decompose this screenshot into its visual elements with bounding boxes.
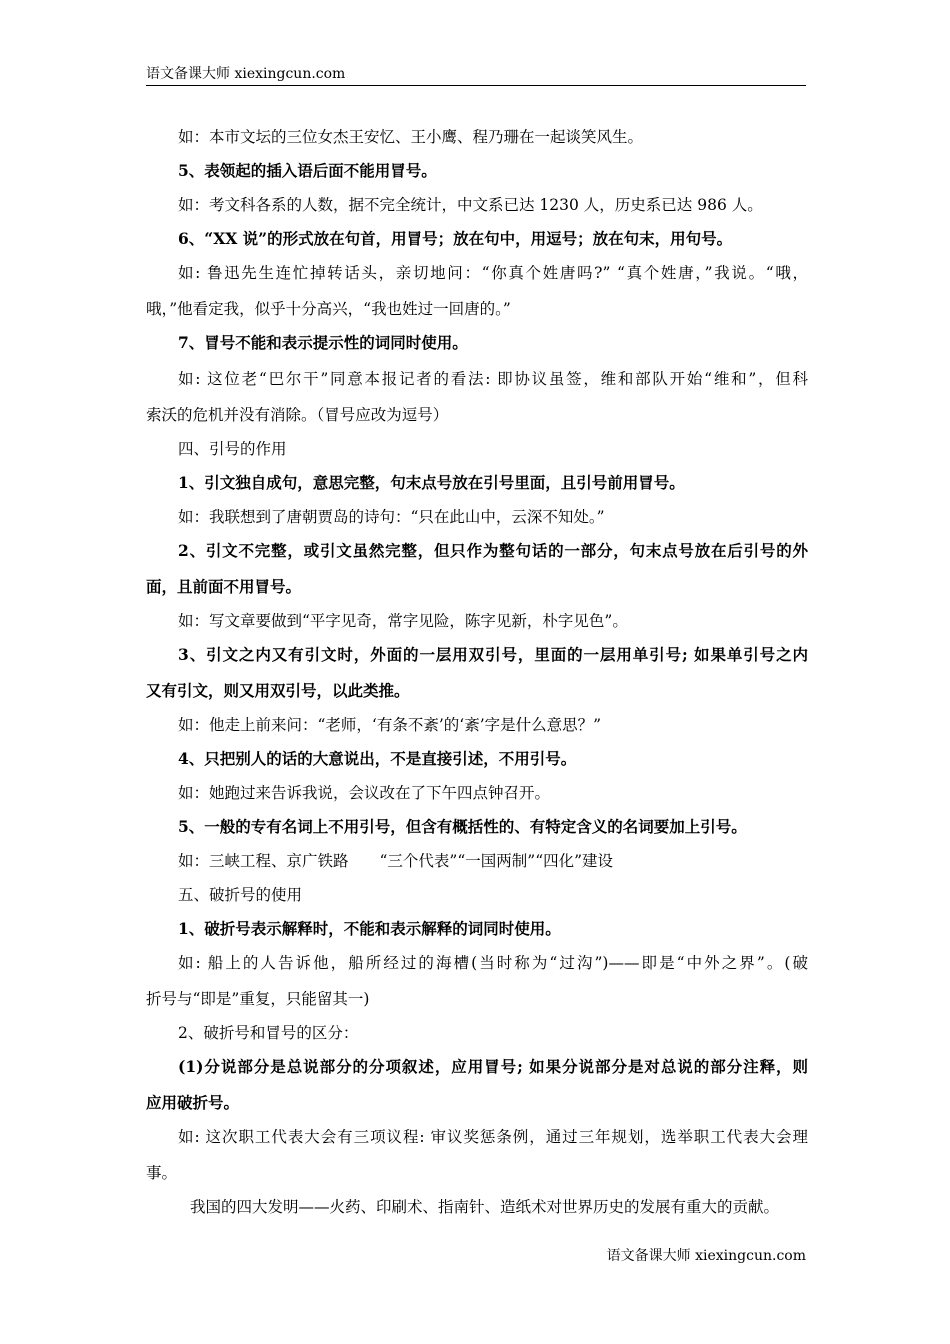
section-heading: 五、破折号的使用: [178, 886, 303, 904]
section-heading: 四、引号的作用: [178, 440, 287, 458]
example-line: 如：他走上前来问：“老师，‘有条不紊’的‘紊’字是什么意思？”: [178, 716, 602, 734]
subsection-heading: 2、破折号和冒号的区分：: [178, 1024, 359, 1042]
header-text: 语文备课大师 xiexingcun.com: [146, 66, 346, 82]
rule-heading: 3、引文之内又有引文时，外面的一层用双引号，里面的一层用单引号; 如果单引号之内: [178, 645, 808, 664]
example-line: 如：本市文坛的三位女杰王安忆、王小鹰、程乃珊在一起谈笑风生。: [178, 128, 644, 146]
example-line: 如：考文科各系的人数，据不完全统计，中文系已达 1230 人，历史系已达 986 人。: [178, 196, 763, 214]
rule-heading: 4、只把别人的话的大意说出，不是直接引述，不用引号。: [178, 749, 577, 768]
example-line: 如: 鲁迅先生连忙掉转话头，亲切地问：“你真个姓唐吗?” “真个姓唐，”我说。“哦，: [178, 264, 808, 282]
example-line-cont: 事。: [146, 1164, 178, 1182]
example-line: 如: 这次职工代表大会有三项议程: 审议奖惩条例，通过三年规划，选举职工代表大会理: [178, 1128, 808, 1146]
rule-heading: 5、表领起的插入语后面不能用冒号。: [178, 161, 437, 180]
page-header: [146, 64, 806, 86]
example-line-cont: 哦，”他看定我，似乎十分高兴，“我也姓过一回唐的。”: [146, 300, 511, 318]
rule-heading: (1)分说部分是总说部分的分项叙述，应用冒号; 如果分说部分是对总说的部分注释，则: [178, 1057, 808, 1076]
page-footer: [607, 1246, 806, 1266]
rule-heading-cont: 又有引文，则又用双引号，以此类推。: [146, 681, 410, 700]
rule-heading-cont: 应用破折号。: [146, 1093, 240, 1112]
rule-heading: 6、“XX 说”的形式放在句首，用冒号；放在句中，用逗号；放在句末，用句号。: [178, 229, 733, 248]
example-line: 如: 这位老“巴尔干”同意本报记者的看法: 即协议虽签，维和部队开始“维和”，但科: [178, 370, 808, 388]
example-line-cont: 索沃的危机并没有消除。（冒号应改为逗号）: [146, 406, 449, 424]
example-line: 如: 船上的人告诉他，船所经过的海槽(当时称为“过沟”)——即是“中外之界”。(破: [178, 954, 808, 972]
rule-heading: 1、破折号表示解释时，不能和表示解释的词同时使用。: [178, 919, 561, 938]
rule-heading: 7、冒号不能和表示提示性的词同时使用。: [178, 333, 468, 352]
example-line: 如：写文章要做到“平字见奇，常字见险，陈字见新，朴字见色”。: [178, 612, 628, 630]
example-line: 如：她跑过来告诉我说，会议改在了下午四点钟召开。: [178, 784, 551, 802]
example-line: 我国的四大发明——火药、印刷术、指南针、造纸术对世界历史的发展有重大的贡献。: [190, 1198, 780, 1216]
rule-heading-cont: 面，且前面不用冒号。: [146, 577, 302, 596]
footer-text: 语文备课大师 xiexingcun.com: [606, 1248, 806, 1264]
example-line: 如：我联想到了唐朝贾岛的诗句：“只在此山中，云深不知处。”: [178, 508, 605, 526]
example-line: 如：三峡工程、京广铁路 “三个代表”“一国两制”“四化”建设: [178, 852, 614, 870]
rule-heading: 2、引文不完整，或引文虽然完整，但只作为整句话的一部分，句末点号放在后引号的外: [178, 541, 808, 560]
rule-heading: 1、引文独自成句，意思完整，句末点号放在引号里面，且引号前用冒号。: [178, 473, 685, 492]
rule-heading: 5、一般的专有名词上不用引号，但含有概括性的、有特定含义的名词要加上引号。: [178, 817, 747, 836]
example-line-cont: 折号与“即是”重复，只能留其一): [146, 990, 370, 1008]
